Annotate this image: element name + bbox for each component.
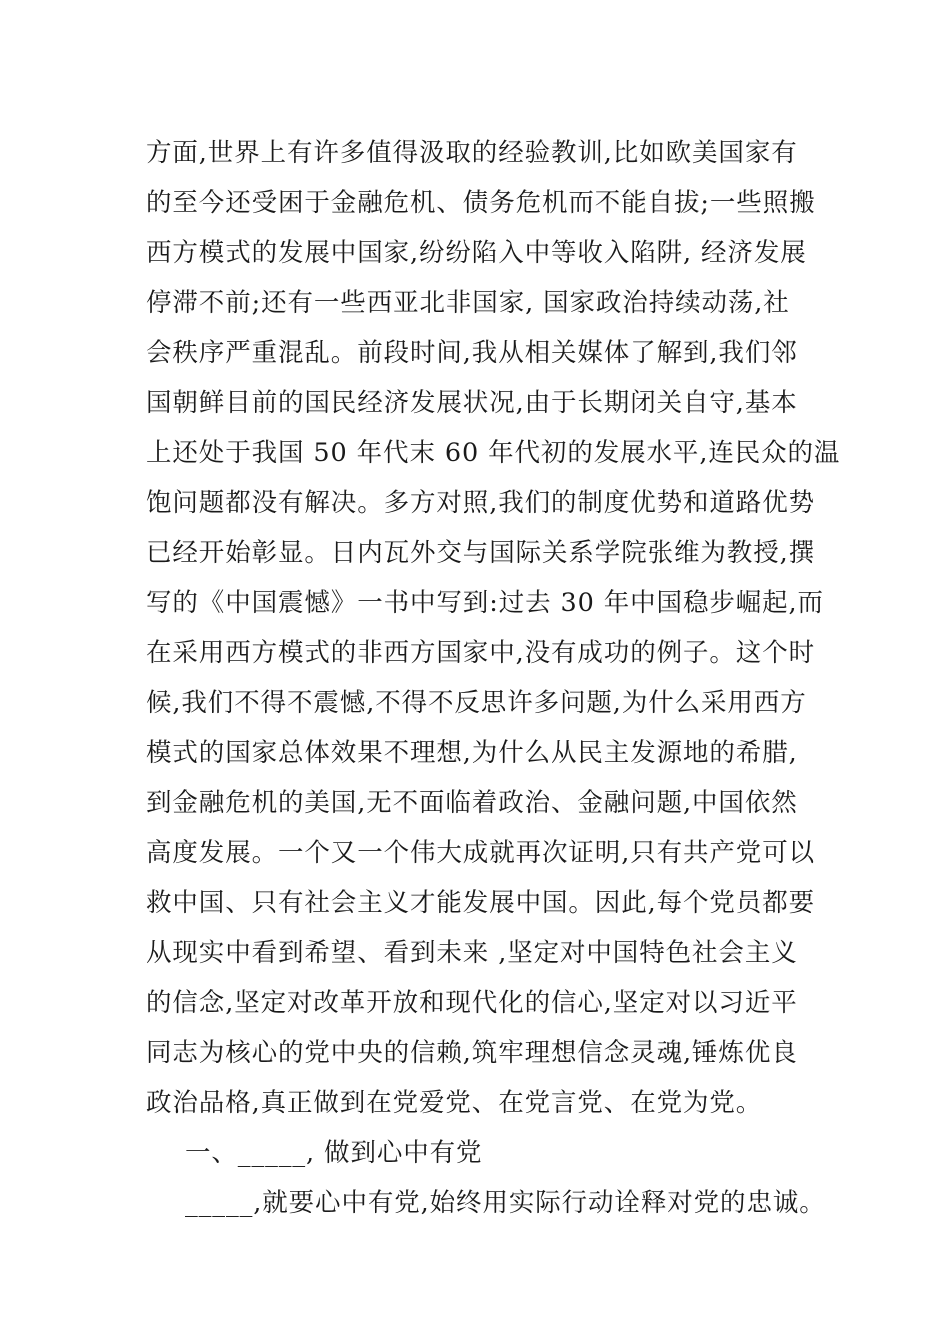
body-line: 西方模式的发展中国家,纷纷陷入中等收入陷阱, 经济发展 bbox=[146, 238, 807, 268]
body-line: 候,我们不得不震憾,不得不反思许多问题,为什么采用西方 bbox=[146, 688, 807, 718]
body-line: 同志为核心的党中央的信赖,筑牢理想信念灵魂,锤炼优良 bbox=[146, 1038, 798, 1068]
body-line: 国朝鲜目前的国民经济发展状况,由于长期闭关自守,基本 bbox=[146, 388, 798, 418]
body-line: 已经开始彰显。日内瓦外交与国际关系学院张维为教授,撰 bbox=[146, 538, 816, 568]
body-line: 饱问题都没有解决。多方对照,我们的制度优势和道路优势 bbox=[146, 488, 816, 518]
body-line: 救中国、只有社会主义才能发展中国。因此,每个党员都要 bbox=[146, 888, 816, 918]
body-line: 写的《中国震憾》一书中写到:过去 30 年中国稳步崛起,而 bbox=[146, 588, 824, 618]
body-line: 上还处于我国 50 年代末 60 年代初的发展水平,连民众的温 bbox=[146, 438, 841, 468]
body-line: 从现实中看到希望、看到未来 ,坚定对中国特色社会主义 bbox=[146, 938, 798, 968]
body-line: 的信念,坚定对改革开放和现代化的信心,坚定对以习近平 bbox=[146, 988, 798, 1018]
body-line: 高度发展。一个又一个伟大成就再次证明,只有共产党可以 bbox=[146, 838, 816, 868]
body-line: 停滞不前;还有一些西亚北非国家, 国家政治持续动荡,社 bbox=[146, 288, 790, 318]
body-line: 到金融危机的美国,无不面临着政治、金融问题,中国依然 bbox=[146, 788, 798, 818]
body-line: 方面,世界上有许多值得汲取的经验教训,比如欧美国家有 bbox=[146, 138, 798, 168]
body-line: 的至今还受困于金融危机、债务危机而不能自拔;一些照搬 bbox=[146, 188, 816, 218]
body-line: 政治品格,真正做到在党爱党、在党言党、在党为党。 bbox=[146, 1088, 763, 1118]
section-heading: 一、_____, 做到心中有党 bbox=[185, 1138, 483, 1168]
body-line: 在采用西方模式的非西方国家中,没有成功的例子。这个时 bbox=[146, 638, 816, 668]
body-line: 会秩序严重混乱。前段时间,我从相关媒体了解到,我们邻 bbox=[146, 338, 798, 368]
section-paragraph-line: _____,就要心中有党,始终用实际行动诠释对党的忠诚。 bbox=[185, 1188, 826, 1218]
body-line: 模式的国家总体效果不理想,为什么从民主发源地的希腊, bbox=[146, 738, 798, 768]
